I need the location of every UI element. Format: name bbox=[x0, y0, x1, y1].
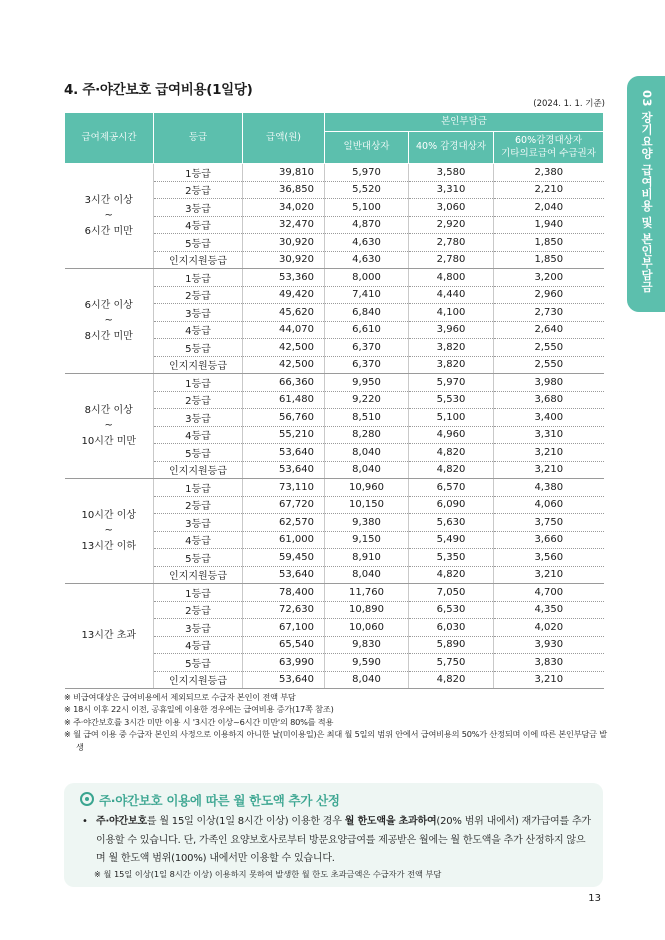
info-paragraph bbox=[82, 813, 592, 869]
reduce60-copay-cell: 3,660 bbox=[494, 531, 604, 549]
time-range-cell bbox=[65, 269, 154, 374]
page-number: 13 bbox=[588, 893, 601, 904]
general-copay-cell: 6,370 bbox=[325, 339, 409, 357]
amount-cell: 67,100 bbox=[243, 619, 325, 637]
amount-cell: 53,640 bbox=[243, 444, 325, 462]
grade-cell: 2등급 bbox=[154, 181, 243, 199]
reduce40-copay-cell: 6,570 bbox=[409, 479, 494, 497]
general-copay-cell: 5,520 bbox=[325, 181, 409, 199]
info-bold-2: 월 한도액을 초과하여 bbox=[344, 816, 437, 827]
reduce40-copay-cell: 3,580 bbox=[409, 164, 494, 182]
grade-cell: 4등급 bbox=[154, 531, 243, 549]
grade-cell: 4등급 bbox=[154, 216, 243, 234]
bullet: • bbox=[82, 816, 88, 827]
general-copay-cell: 8,040 bbox=[325, 671, 409, 689]
info-title bbox=[80, 791, 340, 809]
grade-cell: 2등급 bbox=[154, 496, 243, 514]
general-copay-cell: 9,830 bbox=[325, 636, 409, 654]
info-text-2: (20% 범위 내에서) 재가급여를 추가 이용할 수 있습니다. 단, 가족인 요양보호사로부터 방문요양급여를 제공받은 월에는 월 한도액을 추가 산정하지 않으며 월 한도액 범위(100%) 내에서만 이용할 수 있습니다. bbox=[96, 816, 591, 864]
reduce60-copay-cell: 2,640 bbox=[494, 321, 604, 339]
general-copay-cell: 9,950 bbox=[325, 374, 409, 392]
grade-cell: 5등급 bbox=[154, 339, 243, 357]
table-row bbox=[65, 374, 604, 392]
grade-cell: 3등급 bbox=[154, 514, 243, 532]
general-copay-cell: 9,380 bbox=[325, 514, 409, 532]
general-copay-cell: 10,890 bbox=[325, 601, 409, 619]
amount-cell: 42,500 bbox=[243, 339, 325, 357]
grade-cell: 1등급 bbox=[154, 584, 243, 602]
grade-cell: 4등급 bbox=[154, 426, 243, 444]
amount-cell: 53,640 bbox=[243, 671, 325, 689]
amount-cell: 63,990 bbox=[243, 654, 325, 672]
reduce60-copay-cell: 1,940 bbox=[494, 216, 604, 234]
reduce60-copay-cell: 4,060 bbox=[494, 496, 604, 514]
grade-cell: 1등급 bbox=[154, 374, 243, 392]
time-range-cell bbox=[65, 164, 154, 269]
amount-cell: 53,640 bbox=[243, 461, 325, 479]
header-copay: 본인부담금 bbox=[325, 113, 604, 132]
reduce60-copay-cell: 3,400 bbox=[494, 409, 604, 427]
time-range-text: 6시간 이상 bbox=[84, 299, 133, 311]
grade-cell: 3등급 bbox=[154, 619, 243, 637]
reduce60-copay-cell: 3,210 bbox=[494, 444, 604, 462]
general-copay-cell: 7,410 bbox=[325, 286, 409, 304]
amount-cell: 56,760 bbox=[243, 409, 325, 427]
time-range-text: 8시간 이상 bbox=[84, 404, 133, 416]
general-copay-cell: 10,960 bbox=[325, 479, 409, 497]
reduce60-copay-cell: 3,980 bbox=[494, 374, 604, 392]
reduce60-copay-cell: 2,960 bbox=[494, 286, 604, 304]
amount-cell: 44,070 bbox=[243, 321, 325, 339]
time-range-cell bbox=[65, 374, 154, 479]
grade-cell: 5등급 bbox=[154, 234, 243, 252]
amount-cell: 32,470 bbox=[243, 216, 325, 234]
header-reduce40: 40% 감경대상자 bbox=[409, 132, 494, 164]
reduce40-copay-cell: 6,090 bbox=[409, 496, 494, 514]
general-copay-cell: 4,870 bbox=[325, 216, 409, 234]
time-range-cell bbox=[65, 584, 154, 689]
reduce40-copay-cell: 4,800 bbox=[409, 269, 494, 287]
reduce60-copay-cell: 3,310 bbox=[494, 426, 604, 444]
general-copay-cell: 8,510 bbox=[325, 409, 409, 427]
amount-cell: 62,570 bbox=[243, 514, 325, 532]
amount-cell: 42,500 bbox=[243, 356, 325, 374]
amount-cell: 61,480 bbox=[243, 391, 325, 409]
reduce40-copay-cell: 4,440 bbox=[409, 286, 494, 304]
reduce60-copay-cell: 2,210 bbox=[494, 181, 604, 199]
general-copay-cell: 8,040 bbox=[325, 444, 409, 462]
reduce60-copay-cell: 3,210 bbox=[494, 671, 604, 689]
grade-cell: 4등급 bbox=[154, 636, 243, 654]
reduce40-copay-cell: 4,960 bbox=[409, 426, 494, 444]
target-circle-icon bbox=[80, 792, 94, 806]
reduce60-copay-cell: 3,830 bbox=[494, 654, 604, 672]
general-copay-cell: 9,590 bbox=[325, 654, 409, 672]
amount-cell: 78,400 bbox=[243, 584, 325, 602]
reduce40-copay-cell: 3,960 bbox=[409, 321, 494, 339]
time-range-text: ~ bbox=[104, 210, 113, 222]
reduce40-copay-cell: 4,820 bbox=[409, 444, 494, 462]
general-copay-cell: 8,000 bbox=[325, 269, 409, 287]
reduce60-copay-cell: 1,850 bbox=[494, 251, 604, 269]
reduce60-copay-cell: 1,850 bbox=[494, 234, 604, 252]
header-reduce60-line2: 기타의료급여 수급권자 bbox=[501, 147, 596, 159]
general-copay-cell: 11,760 bbox=[325, 584, 409, 602]
time-range-text: 8시간 미만 bbox=[84, 330, 133, 342]
reduce40-copay-cell: 3,820 bbox=[409, 356, 494, 374]
general-copay-cell: 5,100 bbox=[325, 199, 409, 217]
info-box bbox=[64, 783, 603, 887]
date-note: (2024. 1. 1. 기준) bbox=[533, 99, 605, 109]
grade-cell: 인지지원등급 bbox=[154, 251, 243, 269]
grade-cell: 2등급 bbox=[154, 391, 243, 409]
note-item: ※ 주·야간보호를 3시간 미만 이용 시 '3시간 이상~6시간 미만'의 80%를 적용 bbox=[64, 716, 334, 727]
info-title-text: 주·야간보호 이용에 따른 월 한도액 추가 산정 bbox=[99, 793, 340, 808]
amount-cell: 30,920 bbox=[243, 234, 325, 252]
reduce40-copay-cell: 3,820 bbox=[409, 339, 494, 357]
grade-cell: 4등급 bbox=[154, 321, 243, 339]
general-copay-cell: 6,370 bbox=[325, 356, 409, 374]
grade-cell: 3등급 bbox=[154, 304, 243, 322]
general-copay-cell: 8,910 bbox=[325, 549, 409, 567]
reduce40-copay-cell: 5,890 bbox=[409, 636, 494, 654]
reduce60-copay-cell: 3,680 bbox=[494, 391, 604, 409]
reduce60-copay-cell: 4,380 bbox=[494, 479, 604, 497]
reduce60-copay-cell: 3,560 bbox=[494, 549, 604, 567]
amount-cell: 53,640 bbox=[243, 566, 325, 584]
reduce40-copay-cell: 6,030 bbox=[409, 619, 494, 637]
general-copay-cell: 8,040 bbox=[325, 566, 409, 584]
reduce60-copay-cell: 2,730 bbox=[494, 304, 604, 322]
grade-cell: 2등급 bbox=[154, 601, 243, 619]
reduce60-copay-cell: 4,700 bbox=[494, 584, 604, 602]
note-item: ※ 18시 이후 22시 이전, 공휴일에 이용한 경우에는 급여비용 증가(17쪽 참조) bbox=[64, 704, 334, 715]
time-range-text: ~ bbox=[104, 420, 113, 432]
grade-cell: 1등급 bbox=[154, 479, 243, 497]
reduce40-copay-cell: 2,920 bbox=[409, 216, 494, 234]
amount-cell: 73,110 bbox=[243, 479, 325, 497]
time-range-text: 10시간 미만 bbox=[81, 435, 137, 447]
reduce40-copay-cell: 6,530 bbox=[409, 601, 494, 619]
reduce60-copay-cell: 3,750 bbox=[494, 514, 604, 532]
reduce60-copay-cell: 4,350 bbox=[494, 601, 604, 619]
table-row bbox=[65, 479, 604, 497]
general-copay-cell: 4,630 bbox=[325, 251, 409, 269]
grade-cell: 3등급 bbox=[154, 409, 243, 427]
grade-cell: 5등급 bbox=[154, 549, 243, 567]
grade-cell: 인지지원등급 bbox=[154, 671, 243, 689]
amount-cell: 66,360 bbox=[243, 374, 325, 392]
header-amount: 급액(원) bbox=[243, 113, 325, 164]
amount-cell: 45,620 bbox=[243, 304, 325, 322]
note-item: ※ 비급여대상은 급여비용에서 제외되므로 수급자 본인이 전액 부담 bbox=[64, 692, 296, 702]
reduce60-copay-cell: 3,930 bbox=[494, 636, 604, 654]
time-range-text: 3시간 이상 bbox=[84, 194, 133, 206]
amount-cell: 55,210 bbox=[243, 426, 325, 444]
reduce60-copay-cell: 3,210 bbox=[494, 566, 604, 584]
reduce40-copay-cell: 5,970 bbox=[409, 374, 494, 392]
reduce40-copay-cell: 5,750 bbox=[409, 654, 494, 672]
reduce60-copay-cell: 3,210 bbox=[494, 461, 604, 479]
amount-cell: 65,540 bbox=[243, 636, 325, 654]
reduce40-copay-cell: 7,050 bbox=[409, 584, 494, 602]
header-reduce60 bbox=[494, 132, 604, 164]
reduce40-copay-cell: 5,350 bbox=[409, 549, 494, 567]
general-copay-cell: 10,150 bbox=[325, 496, 409, 514]
header-time: 급여제공시간 bbox=[65, 113, 154, 164]
time-range-text: 13시간 이하 bbox=[81, 540, 137, 552]
table-row bbox=[65, 584, 604, 602]
grade-cell: 인지지원등급 bbox=[154, 356, 243, 374]
amount-cell: 72,630 bbox=[243, 601, 325, 619]
reduce60-copay-cell: 4,020 bbox=[494, 619, 604, 637]
general-copay-cell: 6,840 bbox=[325, 304, 409, 322]
general-copay-cell: 6,610 bbox=[325, 321, 409, 339]
reduce40-copay-cell: 5,490 bbox=[409, 531, 494, 549]
chapter-side-tab bbox=[627, 76, 665, 312]
time-range-cell bbox=[65, 479, 154, 584]
reduce40-copay-cell: 4,820 bbox=[409, 461, 494, 479]
amount-cell: 34,020 bbox=[243, 199, 325, 217]
section-title: 4. 주·야간보호 급여비용(1일당) bbox=[64, 82, 253, 98]
fee-table bbox=[64, 112, 604, 689]
reduce40-copay-cell: 5,530 bbox=[409, 391, 494, 409]
reduce40-copay-cell: 2,780 bbox=[409, 234, 494, 252]
reduce40-copay-cell: 4,820 bbox=[409, 566, 494, 584]
header-general: 일반대상자 bbox=[325, 132, 409, 164]
grade-cell: 2등급 bbox=[154, 286, 243, 304]
time-range-text: 6시간 미만 bbox=[84, 225, 133, 237]
reduce40-copay-cell: 4,820 bbox=[409, 671, 494, 689]
fee-table-body bbox=[65, 164, 604, 689]
time-range-text: ~ bbox=[104, 525, 113, 537]
reduce60-copay-cell: 3,200 bbox=[494, 269, 604, 287]
grade-cell: 5등급 bbox=[154, 654, 243, 672]
time-range-text: 13시간 초과 bbox=[81, 630, 137, 642]
general-copay-cell: 10,060 bbox=[325, 619, 409, 637]
grade-cell: 3등급 bbox=[154, 199, 243, 217]
reduce40-copay-cell: 2,780 bbox=[409, 251, 494, 269]
chapter-side-tab-label: 03 장기요양 급여비용 및 본인부담금 bbox=[640, 90, 654, 294]
grade-cell: 1등급 bbox=[154, 164, 243, 182]
amount-cell: 59,450 bbox=[243, 549, 325, 567]
general-copay-cell: 8,040 bbox=[325, 461, 409, 479]
info-text-1: 를 월 15일 이상(1일 8시간 이상) 이용한 경우 bbox=[146, 816, 345, 827]
general-copay-cell: 5,970 bbox=[325, 164, 409, 182]
amount-cell: 36,850 bbox=[243, 181, 325, 199]
reduce40-copay-cell: 3,060 bbox=[409, 199, 494, 217]
general-copay-cell: 4,630 bbox=[325, 234, 409, 252]
amount-cell: 39,810 bbox=[243, 164, 325, 182]
reduce40-copay-cell: 4,100 bbox=[409, 304, 494, 322]
amount-cell: 30,920 bbox=[243, 251, 325, 269]
info-body bbox=[82, 813, 592, 869]
header-grade: 등급 bbox=[154, 113, 243, 164]
time-range-text: 10시간 이상 bbox=[81, 509, 137, 521]
grade-cell: 1등급 bbox=[154, 269, 243, 287]
reduce40-copay-cell: 5,100 bbox=[409, 409, 494, 427]
grade-cell: 인지지원등급 bbox=[154, 461, 243, 479]
info-note: ※ 월 15일 이상(1일 8시간 이상) 이용하지 못하여 발생한 월 한도 초과금액은 수급자가 전액 부담 bbox=[94, 869, 442, 879]
general-copay-cell: 9,220 bbox=[325, 391, 409, 409]
grade-cell: 5등급 bbox=[154, 444, 243, 462]
general-copay-cell: 9,150 bbox=[325, 531, 409, 549]
note-item: ※ 월 급여 이용 중 수급자 본인의 사정으로 이용하지 아니한 날(미이용일)은 최대 월 5일의 범위 안에서 급여비용의 50%가 산정되며 이에 따른 본인부담금 발생 bbox=[64, 729, 607, 752]
reduce60-copay-cell: 2,380 bbox=[494, 164, 604, 182]
table-row bbox=[65, 269, 604, 287]
reduce40-copay-cell: 3,310 bbox=[409, 181, 494, 199]
info-bold-1: 주·야간보호 bbox=[96, 816, 147, 827]
reduce60-copay-cell: 2,550 bbox=[494, 339, 604, 357]
amount-cell: 61,000 bbox=[243, 531, 325, 549]
reduce60-copay-cell: 2,040 bbox=[494, 199, 604, 217]
table-row bbox=[65, 164, 604, 182]
grade-cell: 인지지원등급 bbox=[154, 566, 243, 584]
amount-cell: 49,420 bbox=[243, 286, 325, 304]
header-reduce60-line1: 60%감경대상자 bbox=[515, 134, 583, 146]
general-copay-cell: 8,280 bbox=[325, 426, 409, 444]
time-range-text: ~ bbox=[104, 315, 113, 327]
reduce60-copay-cell: 2,550 bbox=[494, 356, 604, 374]
notes bbox=[64, 691, 609, 753]
amount-cell: 67,720 bbox=[243, 496, 325, 514]
reduce40-copay-cell: 5,630 bbox=[409, 514, 494, 532]
amount-cell: 53,360 bbox=[243, 269, 325, 287]
